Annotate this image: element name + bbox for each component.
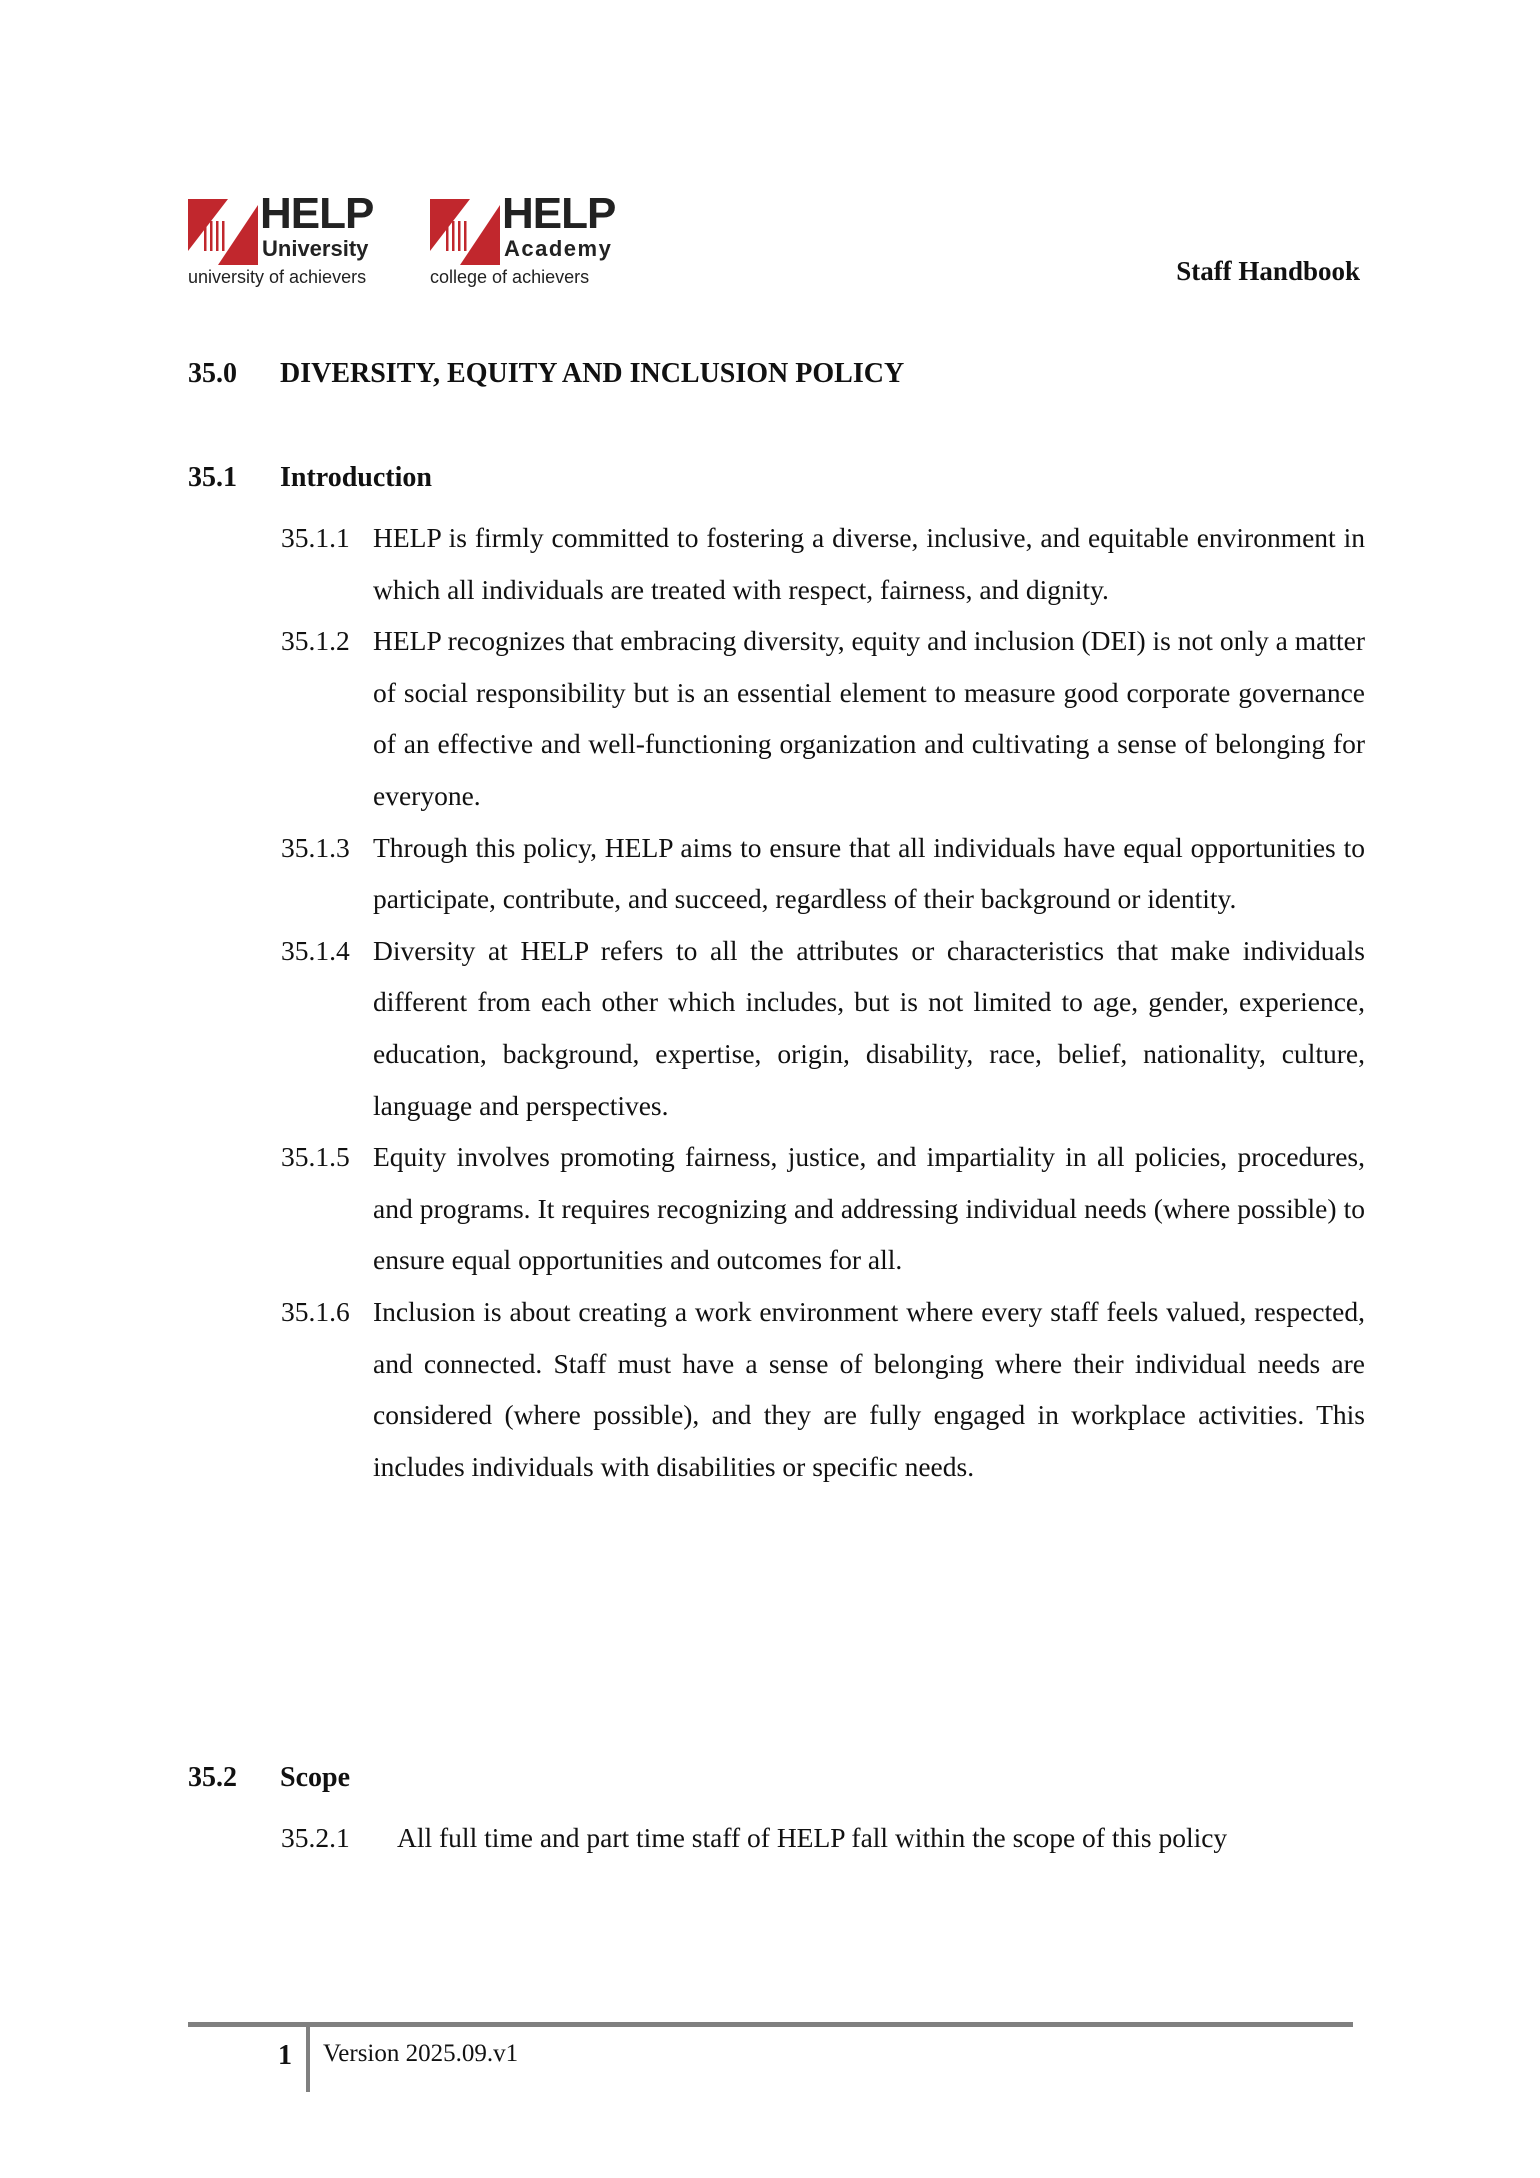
clause-text: HELP is firmly committed to fostering a diverse, inclusive, and equitable environment in which all individuals are treated with respect, fairness, and dignity. bbox=[373, 522, 1365, 605]
clause-text: Equity involves promoting fairness, justice, and impartiality in all policies, procedures, and programs. It requires recognizing and addressing individual needs (where possible) to ensure equal opportunities and outcomes for all. bbox=[373, 1141, 1365, 1276]
document-title: Staff Handbook bbox=[1176, 256, 1360, 286]
clause-text: HELP recognizes that embracing diversity, equity and inclusion (DEI) is not only a matter of social responsibility but is an essential element to measure good corporate governance of an effective and well-functioning organization and cultivating a sense of belonging for everyone. bbox=[373, 625, 1365, 811]
help-academy-logo bbox=[430, 189, 630, 292]
section-number: 35.0 bbox=[188, 358, 237, 389]
version-label: Version 2025.09.v1 bbox=[323, 2040, 519, 2067]
clause-number: 35.1.5 bbox=[281, 1141, 350, 1173]
help-logo-mark-icon bbox=[188, 199, 258, 265]
clause-number: 35.1.2 bbox=[281, 625, 350, 657]
subsection-title: Scope bbox=[280, 1762, 350, 1793]
clause-text: Diversity at HELP refers to all the attributes or characteristics that make individuals different from each other which includes, but is not limited to age, gender, experience, education, background, expertise, origin, disability, race, belief, nationality, culture, language and perspectives. bbox=[373, 934, 1365, 1121]
logo-tagline: college of achievers bbox=[430, 267, 590, 287]
clause-number: 35.1.3 bbox=[281, 831, 350, 863]
clause-number: 35.1.4 bbox=[281, 934, 350, 966]
subsection-title: Introduction bbox=[280, 462, 432, 493]
logo-subtitle: University bbox=[262, 236, 369, 261]
subsection-number: 35.1 bbox=[188, 462, 237, 493]
clause-item bbox=[281, 925, 1365, 1131]
clause-item bbox=[281, 1286, 1365, 1492]
clause-text: Through this policy, HELP aims to ensure that all individuals have equal opportunities to participate, contribute, and succeed, regardless of their background or identity. bbox=[373, 831, 1365, 915]
introduction-clauses bbox=[281, 512, 1365, 1492]
logo-wordmark: HELP bbox=[502, 189, 616, 238]
logo-tagline: university of achievers bbox=[188, 267, 367, 287]
page-number: 1 bbox=[278, 2040, 292, 2071]
clause-text: Inclusion is about creating a work environment where every staff feels valued, respected, and connected. Staff must have a sense of belonging where their individual needs are considered (where possible), and they are fully engaged in workplace activities. This includes individuals with disabilities or specific needs. bbox=[373, 1295, 1365, 1482]
footer-vertical-divider bbox=[306, 2022, 310, 2092]
section-heading bbox=[188, 358, 904, 390]
subsection-heading-introduction bbox=[188, 462, 432, 494]
clause-item bbox=[281, 512, 1365, 615]
help-university-logo bbox=[188, 189, 388, 292]
subsection-heading-scope bbox=[188, 1762, 350, 1794]
section-title: DIVERSITY, EQUITY AND INCLUSION POLICY bbox=[280, 358, 905, 389]
clause-item bbox=[281, 615, 1365, 821]
clause-number: 35.2.1 bbox=[281, 1822, 350, 1853]
clause-number: 35.1.1 bbox=[281, 522, 350, 553]
clause-text: All full time and part time staff of HELP fall within the scope of this policy bbox=[397, 1822, 1228, 1853]
clause-item bbox=[281, 822, 1365, 925]
footer-divider bbox=[188, 2022, 1353, 2027]
logo-wordmark: HELP bbox=[260, 189, 374, 238]
help-logo-mark-icon bbox=[430, 199, 500, 265]
subsection-number: 35.2 bbox=[188, 1762, 237, 1793]
scope-clause bbox=[281, 1812, 1365, 1864]
logo-subtitle: Academy bbox=[504, 236, 613, 261]
clause-item bbox=[281, 1131, 1365, 1286]
clause-number: 35.1.6 bbox=[281, 1295, 350, 1327]
